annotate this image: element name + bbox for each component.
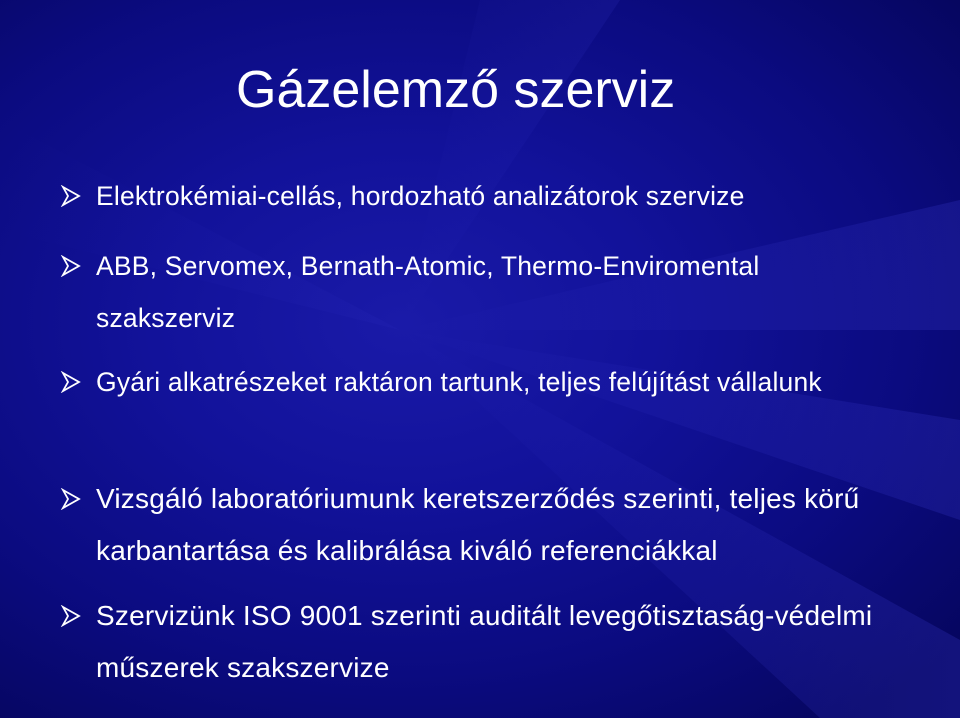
arrowhead-bullet-icon (60, 488, 82, 510)
bullet-text: Vizsgáló laboratóriumunk keretszerződés szerinti, teljes körű karbantartása és kalibrálása kiváló referenciákkal (96, 483, 860, 566)
bullet-text: Szervizünk ISO 9001 szerinti auditált levegőtisztaság-védelmi műszerek szakszervize (96, 600, 873, 683)
bullet-text: ABB, Servomex, Bernath-Atomic, Thermo-Enviromental szakszerviz (96, 251, 760, 333)
bullet-text: Gyári alkatrészeket raktáron tartunk, teljes felújítást vállalunk (96, 367, 822, 397)
arrowhead-bullet-icon (60, 605, 82, 627)
arrowhead-bullet-icon (60, 255, 82, 277)
slide-title: Gázelemző szerviz (236, 61, 676, 119)
arrowhead-bullet-icon (60, 371, 82, 393)
bullet-text: Elektrokémiai-cellás, hordozható analizátorok szervize (96, 181, 745, 211)
arrowhead-bullet-icon (60, 185, 82, 207)
